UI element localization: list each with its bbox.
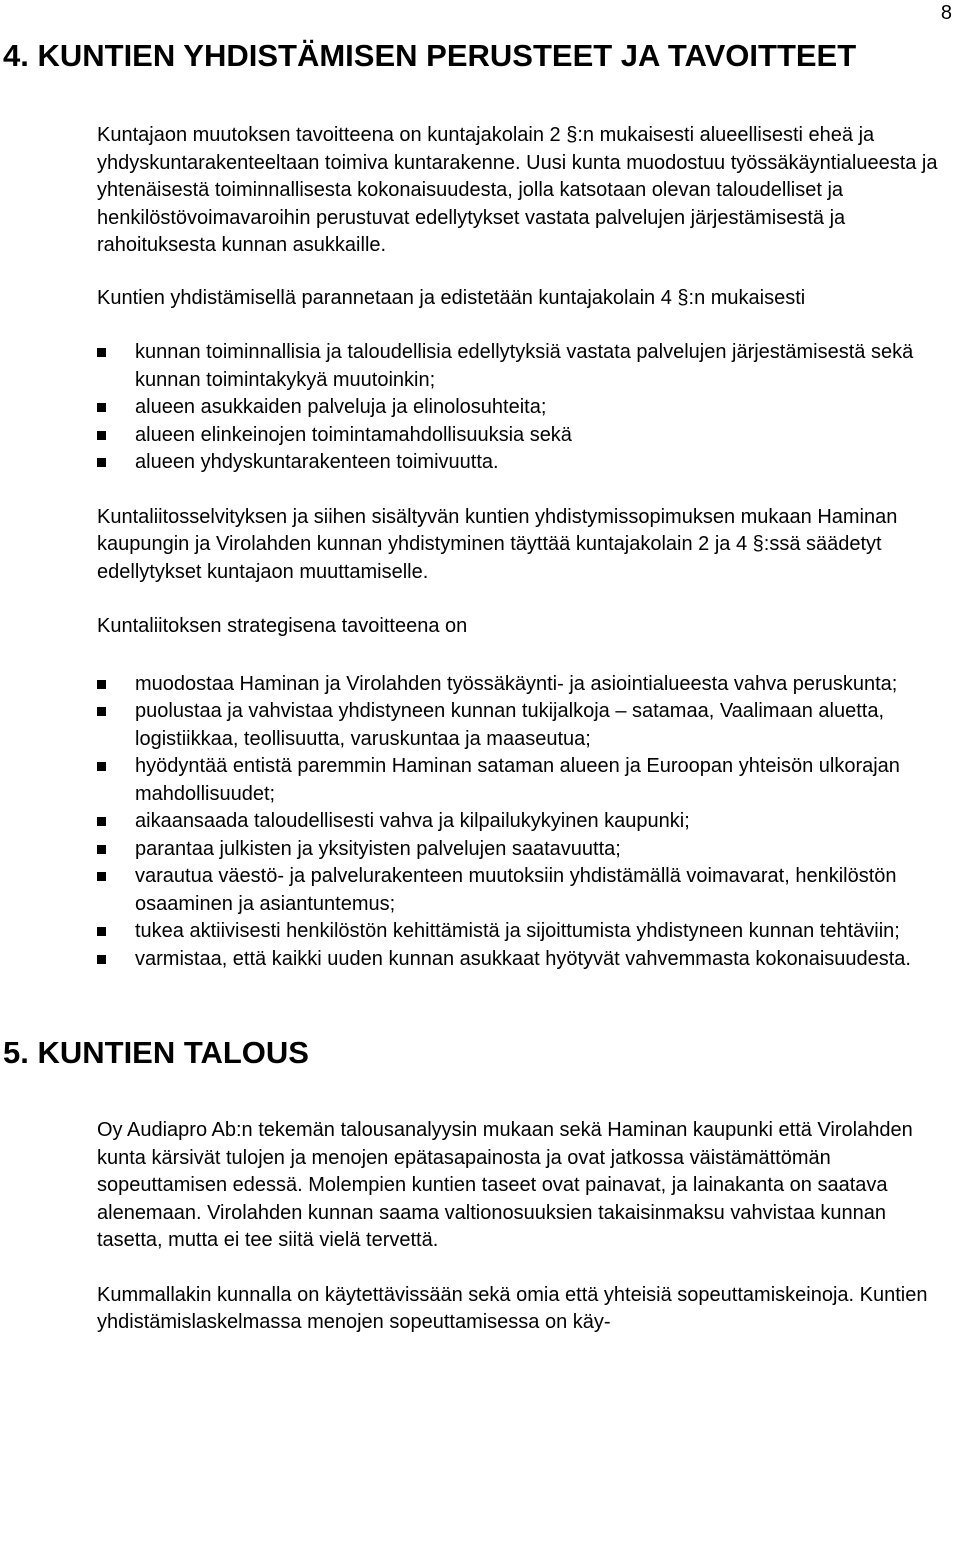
bullet-square-icon (97, 762, 106, 771)
list-item: alueen asukkaiden palveluja ja elinolosuhteita; (97, 394, 952, 422)
municipal-merger-goals-list (97, 339, 952, 477)
section-4-body (0, 122, 960, 973)
section-4-paragraph-2: Kuntien yhdistämisellä parannetaan ja edistetään kuntajakolain 4 §:n mukaisesti (97, 286, 806, 309)
bullet-square-icon (97, 845, 106, 854)
section-4-paragraph-1: Kuntajaon muutoksen tavoitteena on kuntajakolain 2 §:n mukaisesti alueellisesti eheä ja yhdyskuntarakenteeltaan toimiva kuntarakenne. Uusi kunta muodostuu työssäkäyntialueesta ja yhtenäisestä toiminnallisesta kokonaisuudesta, jolla katsotaan olevan taloudelliset ja henkilöstövoimavaroihin perustuvat edellytykset vastata palvelujen järjestämisestä ja rahoituksesta kunnan asukkaille. (97, 124, 938, 256)
bullet-square-icon (97, 348, 106, 357)
page-number: 8 (940, 2, 952, 24)
section-5-paragraph-2: Kummallakin kunnalla on käytettävissään sekä omia että yhteisiä sopeuttamiskeinoja. Kuntien yhdistämislaskelmassa menojen sopeuttamisessa on käy- (97, 1283, 928, 1333)
strategic-goals-list (97, 671, 952, 974)
list-item: aikaansaada taloudellisesti vahva ja kilpailukykyinen kaupunki; (97, 808, 952, 836)
section-4-paragraph-3: Kuntaliitosselvityksen ja siihen sisältyvän kuntien yhdistymissopimuksen mukaan Haminan kaupungin ja Virolahden kunnan yhdistyminen täyttää kuntajakolain 2 ja 4 §:ssä säädetyt edellytykset kuntajaon muuttamiselle. (97, 505, 898, 583)
section-4-paragraph-4: Kuntaliitoksen strategisena tavoitteena on (97, 615, 468, 637)
bullet-square-icon (97, 927, 106, 936)
list-item: parantaa julkisten ja yksityisten palvelujen saatavuutta; (97, 836, 952, 864)
bullet-square-icon (97, 707, 106, 716)
section-5-paragraph-1: Oy Audiapro Ab:n tekemän talousanalyysin mukaan sekä Haminan kaupunki että Virolahden kunta kärsivät tulojen ja menojen epätasapainosta ja ovat jatkossa väistämättömän sopeuttamisen edessä. Molempien kuntien taseet ovat painavat, ja lainakanta on saatava alenemaan. Virolahden kunnan saama valtionosuuksien takaisinmaksu vahvistaa kunnan tasetta, mutta ei tee siitä vielä tervettä. (97, 1119, 913, 1251)
section-4-heading: 4. KUNTIEN YHDISTÄMISEN PERUSTEET JA TAVOITTEET (3, 38, 857, 73)
list-item: varmistaa, että kaikki uuden kunnan asukkaat hyötyvät vahvemmasta kokonaisuudesta. (97, 946, 952, 974)
bullet-square-icon (97, 403, 106, 412)
bullet-square-icon (97, 817, 106, 826)
bullet-square-icon (97, 431, 106, 440)
list-item: varautua väestö- ja palvelurakenteen muutoksiin yhdistämällä voimavarat, henkilöstön osaaminen ja asiantuntemus; (97, 863, 952, 918)
list-item: alueen yhdyskuntarakenteen toimivuutta. (97, 449, 952, 477)
bullet-square-icon (97, 872, 106, 881)
list-item: hyödyntää entistä paremmin Haminan sataman alueen ja Euroopan yhteisön ulkorajan mahdollisuudet; (97, 753, 952, 808)
list-item: muodostaa Haminan ja Virolahden työssäkäynti- ja asiointialueesta vahva peruskunta; (97, 671, 952, 699)
document-body (0, 38, 960, 1337)
list-item: puolustaa ja vahvistaa yhdistyneen kunnan tukijalkoja – satamaa, Vaalimaan aluetta, logistiikkaa, teollisuutta, varuskuntaa ja maaseutua; (97, 698, 952, 753)
list-item: kunnan toiminnallisia ja taloudellisia edellytyksiä vastata palvelujen järjestämisestä sekä kunnan toimintakykyä muutoinkin; (97, 339, 952, 394)
bullet-square-icon (97, 680, 106, 689)
list-item: tukea aktiivisesti henkilöstön kehittämistä ja sijoittumista yhdistyneen kunnan tehtäviin; (97, 918, 952, 946)
bullet-square-icon (97, 458, 106, 467)
list-item: alueen elinkeinojen toimintamahdollisuuksia sekä (97, 422, 952, 450)
bullet-square-icon (97, 955, 106, 964)
section-5-body (0, 1117, 960, 1337)
section-5-heading: 5. KUNTIEN TALOUS (3, 1035, 309, 1070)
